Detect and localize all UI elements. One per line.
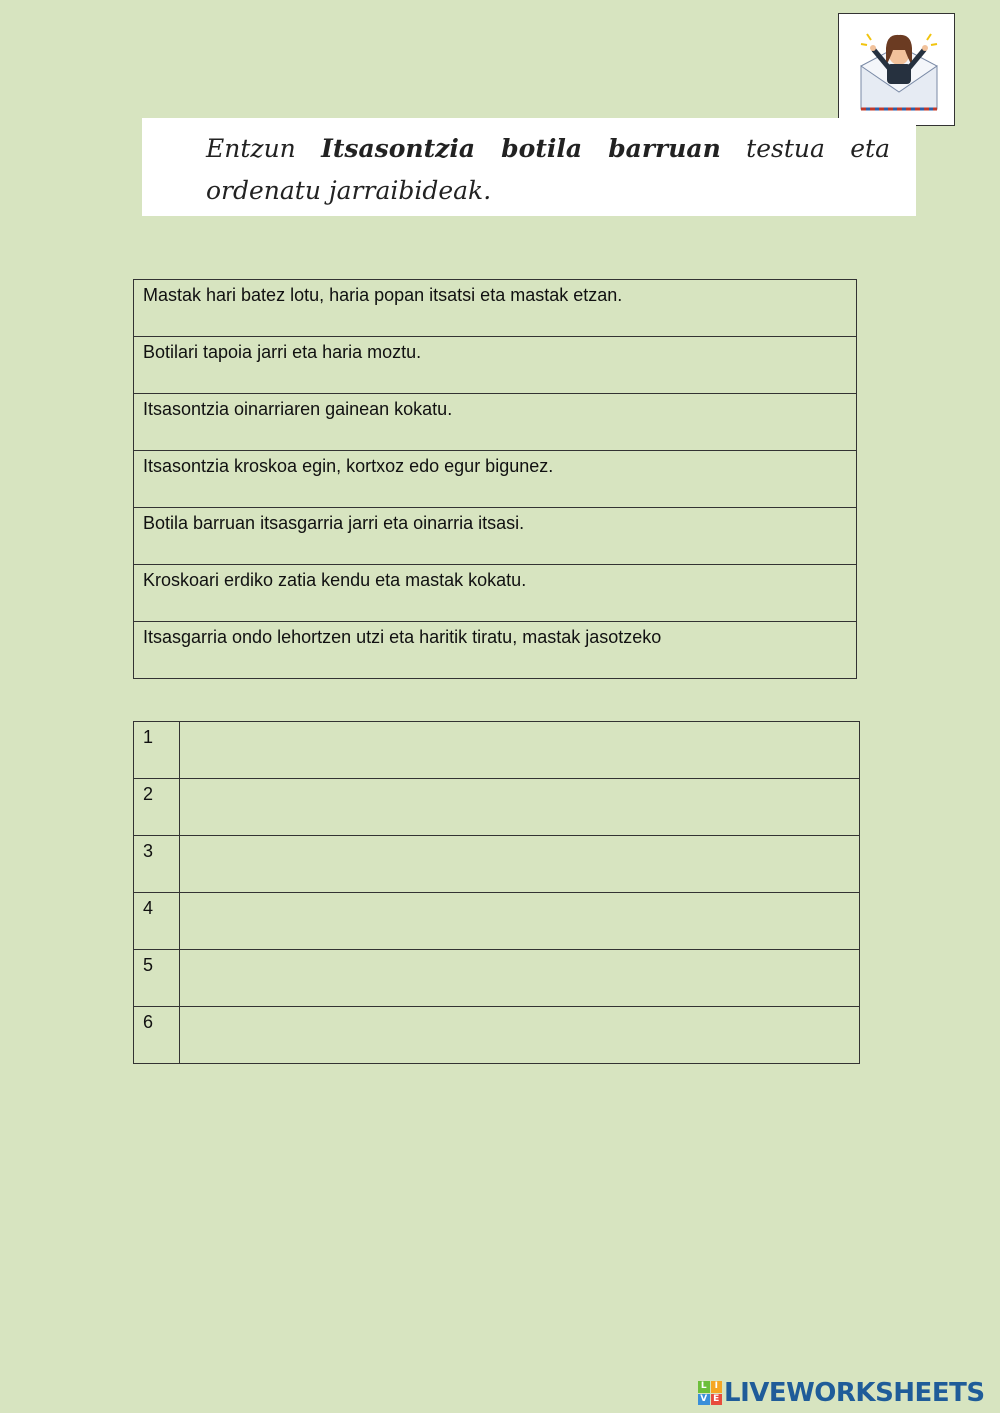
step-cell[interactable]: Itsasontzia oinarriaren gainean kokatu. (134, 394, 857, 451)
liveworksheets-watermark (698, 1378, 985, 1408)
logo-letter: E (711, 1394, 723, 1406)
steps-table (133, 279, 857, 679)
watermark-text: LIVEWORKSHEETS (724, 1378, 985, 1408)
step-cell[interactable]: Botilari tapoia jarri eta haria moztu. (134, 337, 857, 394)
instruction-title: Itsasontzia botila barruan (321, 134, 721, 163)
table-row (134, 779, 860, 836)
table-row (134, 280, 857, 337)
step-cell[interactable]: Botila barruan itsasgarria jarri eta oinarria itsasi. (134, 508, 857, 565)
answer-slot[interactable] (180, 950, 860, 1007)
table-row (134, 565, 857, 622)
table-row (134, 508, 857, 565)
answer-number: 2 (134, 779, 180, 836)
instruction-banner (142, 118, 916, 216)
table-row (134, 337, 857, 394)
table-row (134, 394, 857, 451)
step-cell[interactable]: Mastak hari batez lotu, haria popan itsatsi eta mastak etzan. (134, 280, 857, 337)
answer-slot[interactable] (180, 779, 860, 836)
answer-slot[interactable] (180, 836, 860, 893)
answer-number: 1 (134, 722, 180, 779)
answer-slot[interactable] (180, 893, 860, 950)
instruction-suffix: testua eta ordenatu jarraibideak. (206, 134, 891, 205)
step-cell[interactable]: Kroskoari erdiko zatia kendu eta mastak kokatu. (134, 565, 857, 622)
answer-number: 4 (134, 893, 180, 950)
table-row (134, 836, 860, 893)
logo-letter: V (698, 1394, 710, 1406)
table-row (134, 451, 857, 508)
liveworksheets-logo-icon (698, 1381, 722, 1405)
step-cell[interactable]: Itsasontzia kroskoa egin, kortxoz edo egur bigunez. (134, 451, 857, 508)
logo-letter: L (698, 1381, 710, 1393)
table-row (134, 622, 857, 679)
answer-slot[interactable] (180, 722, 860, 779)
table-row (134, 950, 860, 1007)
table-row (134, 893, 860, 950)
answer-number: 3 (134, 836, 180, 893)
answer-number: 6 (134, 1007, 180, 1064)
answer-number: 5 (134, 950, 180, 1007)
answer-table (133, 721, 860, 1064)
avatar-envelope-icon (839, 14, 954, 125)
step-cell[interactable]: Itsasgarria ondo lehortzen utzi eta haritik tiratu, mastak jasotzeko (134, 622, 857, 679)
avatar-image (838, 13, 955, 126)
logo-letter: I (711, 1381, 723, 1393)
table-row (134, 1007, 860, 1064)
table-row (134, 722, 860, 779)
answer-slot[interactable] (180, 1007, 860, 1064)
instruction-prefix: Entzun (206, 134, 322, 163)
